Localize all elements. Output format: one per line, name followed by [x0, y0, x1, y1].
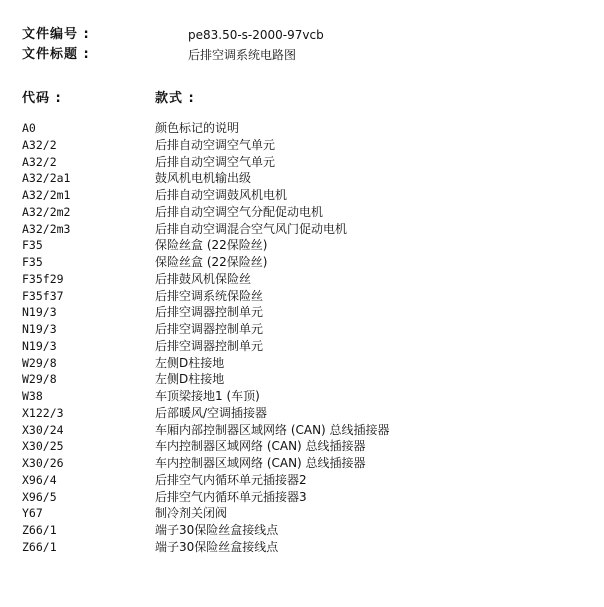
list-item	[22, 338, 592, 355]
list-item	[22, 120, 592, 137]
component-code: W29/8	[22, 372, 57, 387]
code-column-heading: 代码 :	[22, 91, 62, 106]
doc-title-value: 后排空调系统电路图	[188, 48, 297, 62]
list-item	[22, 438, 592, 455]
list-item	[22, 355, 592, 372]
component-code: A0	[22, 121, 36, 135]
component-list	[22, 120, 592, 556]
component-description: 后排空气内循环单元插接器2	[155, 472, 307, 487]
doc-number-label: 文件编号 :	[22, 27, 90, 42]
component-code: A32/2	[22, 137, 57, 152]
component-description: 后排鼓风机保险丝	[155, 271, 252, 286]
component-code: Z66/1	[22, 539, 57, 554]
component-description: 颜色标记的说明	[155, 121, 240, 135]
list-item	[22, 221, 592, 238]
component-description: 后排空调器控制单元	[155, 322, 264, 336]
component-code: Y67	[22, 506, 43, 521]
component-code: W38	[22, 389, 43, 403]
component-code: N19/3	[22, 338, 57, 353]
list-item	[22, 505, 592, 522]
doc-number-value: pe83.50-s-2000-97vcb	[188, 28, 324, 42]
component-description: 后部暖风/空调插接器	[155, 405, 268, 420]
component-description: 后排自动空调空气单元	[155, 154, 276, 169]
component-code: A32/2	[22, 154, 57, 169]
component-description: 制冷剂关闭阀	[155, 506, 228, 521]
component-description: 车内控制器区域网络 (CAN) 总线插接器	[155, 456, 366, 470]
list-item	[22, 254, 592, 271]
list-item	[22, 137, 592, 154]
list-item	[22, 170, 592, 187]
component-description: 左侧D柱接地	[155, 355, 225, 370]
list-item	[22, 388, 592, 405]
component-description: 保险丝盒 (22保险丝)	[155, 255, 268, 269]
component-code: A32/2m1	[22, 188, 71, 202]
component-description: 后排空调器控制单元	[155, 305, 264, 320]
component-code: F35	[22, 255, 43, 269]
list-item	[22, 455, 592, 472]
component-code: A32/2m2	[22, 204, 71, 219]
component-description: 后排自动空调空气单元	[155, 137, 276, 152]
component-code: X30/25	[22, 439, 64, 454]
component-code: X30/24	[22, 422, 64, 437]
component-description: 车内控制器区域网络 (CAN) 总线插接器	[155, 439, 366, 454]
component-code: F35	[22, 238, 43, 253]
doc-title-label: 文件标题 :	[22, 47, 90, 62]
component-code: X96/4	[22, 472, 57, 487]
component-code: N19/3	[22, 322, 57, 336]
list-item	[22, 237, 592, 254]
component-code: Z66/1	[22, 523, 57, 537]
list-item	[22, 489, 592, 506]
component-description: 鼓风机电机输出级	[155, 171, 252, 186]
component-code: F35f29	[22, 271, 64, 286]
list-item	[22, 204, 592, 221]
component-code: X122/3	[22, 405, 64, 420]
component-description: 车顶梁接地1 (车顶)	[155, 389, 260, 403]
component-description: 左侧D柱接地	[155, 372, 225, 387]
list-item	[22, 422, 592, 439]
list-item	[22, 288, 592, 305]
component-code: A32/2a1	[22, 171, 71, 186]
component-description: 保险丝盒 (22保险丝)	[155, 238, 268, 253]
component-description: 后排空调系统保险丝	[155, 288, 264, 303]
list-item	[22, 371, 592, 388]
component-description: 端子30保险丝盒接线点	[155, 523, 279, 537]
component-code: A32/2m3	[22, 221, 71, 236]
list-item	[22, 321, 592, 338]
component-code: W29/8	[22, 355, 57, 370]
component-description: 后排自动空调混合空气风门促动电机	[155, 221, 348, 236]
component-code: X30/26	[22, 456, 64, 470]
model-column-heading: 款式 :	[155, 91, 195, 106]
list-item	[22, 187, 592, 204]
component-code: N19/3	[22, 305, 57, 320]
component-code: F35f37	[22, 288, 64, 303]
list-item	[22, 154, 592, 171]
component-code: X96/5	[22, 489, 57, 504]
list-item	[22, 539, 592, 556]
component-description: 后排空调器控制单元	[155, 338, 264, 353]
list-item	[22, 522, 592, 539]
component-description: 后排自动空调鼓风机电机	[155, 188, 288, 202]
list-item	[22, 271, 592, 288]
list-item	[22, 472, 592, 489]
list-item	[22, 304, 592, 321]
component-description: 端子30保险丝盒接线点	[155, 539, 279, 554]
list-item	[22, 405, 592, 422]
component-description: 车厢内部控制器区域网络 (CAN) 总线插接器	[155, 422, 390, 437]
component-description: 后排自动空调空气分配促动电机	[155, 204, 324, 219]
component-description: 后排空气内循环单元插接器3	[155, 489, 307, 504]
